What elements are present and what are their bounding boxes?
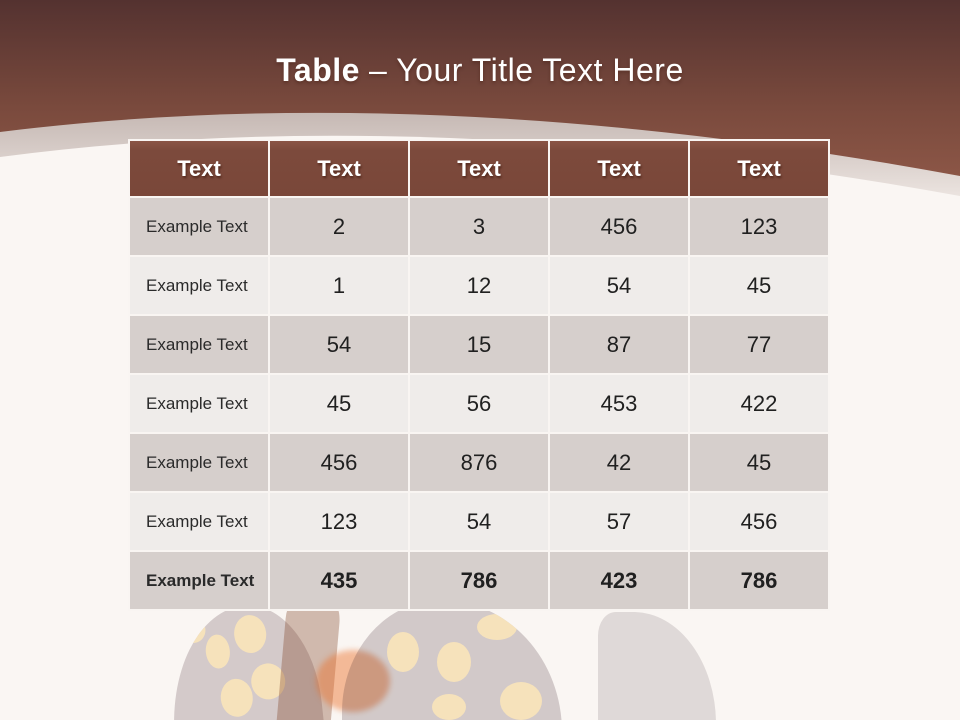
header-cell[interactable]: Text	[129, 140, 269, 197]
table-row	[129, 492, 829, 551]
header-cell[interactable]: Text	[689, 140, 829, 197]
value-cell[interactable]: 456	[689, 492, 829, 551]
value-cell[interactable]: 1	[269, 256, 409, 315]
header-cell[interactable]: Text	[409, 140, 549, 197]
value-cell[interactable]: 3	[409, 197, 549, 256]
value-cell[interactable]: 453	[549, 374, 689, 433]
table-header-row	[129, 140, 829, 197]
value-cell[interactable]: 45	[689, 256, 829, 315]
value-cell[interactable]: 77	[689, 315, 829, 374]
value-cell[interactable]: 123	[689, 197, 829, 256]
value-cell[interactable]: 422	[689, 374, 829, 433]
table-row	[129, 374, 829, 433]
value-cell[interactable]: 423	[549, 551, 689, 610]
row-label-cell[interactable]: Example Text	[129, 256, 269, 315]
value-cell[interactable]: 87	[549, 315, 689, 374]
row-label-cell[interactable]: Example Text	[129, 197, 269, 256]
wing-spot	[387, 632, 419, 672]
butterfly-wing-icon	[598, 612, 716, 720]
value-cell[interactable]: 56	[409, 374, 549, 433]
wing-spot	[500, 682, 542, 720]
row-label-cell[interactable]: Example Text	[129, 374, 269, 433]
wing-spot	[219, 677, 255, 718]
value-cell[interactable]: 45	[689, 433, 829, 492]
value-cell[interactable]: 54	[269, 315, 409, 374]
row-label-cell[interactable]: Example Text	[129, 492, 269, 551]
value-cell[interactable]: 57	[549, 492, 689, 551]
value-cell[interactable]: 45	[269, 374, 409, 433]
value-cell[interactable]: 2	[269, 197, 409, 256]
wing-spot	[180, 616, 207, 644]
row-label-cell[interactable]: Example Text	[129, 433, 269, 492]
value-cell[interactable]: 123	[269, 492, 409, 551]
table-row	[129, 551, 829, 610]
title-separator: –	[368, 52, 388, 88]
value-cell[interactable]: 786	[689, 551, 829, 610]
value-cell[interactable]: 456	[269, 433, 409, 492]
value-cell[interactable]: 42	[549, 433, 689, 492]
table-row	[129, 197, 829, 256]
wing-spot	[432, 694, 466, 720]
value-cell[interactable]: 54	[409, 492, 549, 551]
table-row	[129, 315, 829, 374]
butterfly-photo	[0, 600, 960, 720]
value-cell[interactable]: 456	[549, 197, 689, 256]
title-emphasis: Table	[276, 52, 360, 88]
value-cell[interactable]: 786	[409, 551, 549, 610]
row-label-cell[interactable]: Example Text	[129, 315, 269, 374]
data-table[interactable]	[128, 139, 830, 611]
value-cell[interactable]: 15	[409, 315, 549, 374]
value-cell[interactable]: 54	[549, 256, 689, 315]
value-cell[interactable]: 12	[409, 256, 549, 315]
title-text: Your Title Text Here	[396, 52, 684, 88]
value-cell[interactable]: 435	[269, 551, 409, 610]
wing-spot	[477, 614, 517, 640]
value-cell[interactable]: 876	[409, 433, 549, 492]
wing-spot	[232, 613, 268, 654]
table-row	[129, 433, 829, 492]
table-row	[129, 256, 829, 315]
slide-title[interactable]	[0, 52, 960, 88]
wing-spot	[204, 633, 231, 669]
header-cell[interactable]: Text	[269, 140, 409, 197]
header-cell[interactable]: Text	[549, 140, 689, 197]
row-label-cell[interactable]: Example Text	[129, 551, 269, 610]
wing-spot	[437, 642, 471, 682]
butterfly-wing-icon	[342, 600, 562, 720]
